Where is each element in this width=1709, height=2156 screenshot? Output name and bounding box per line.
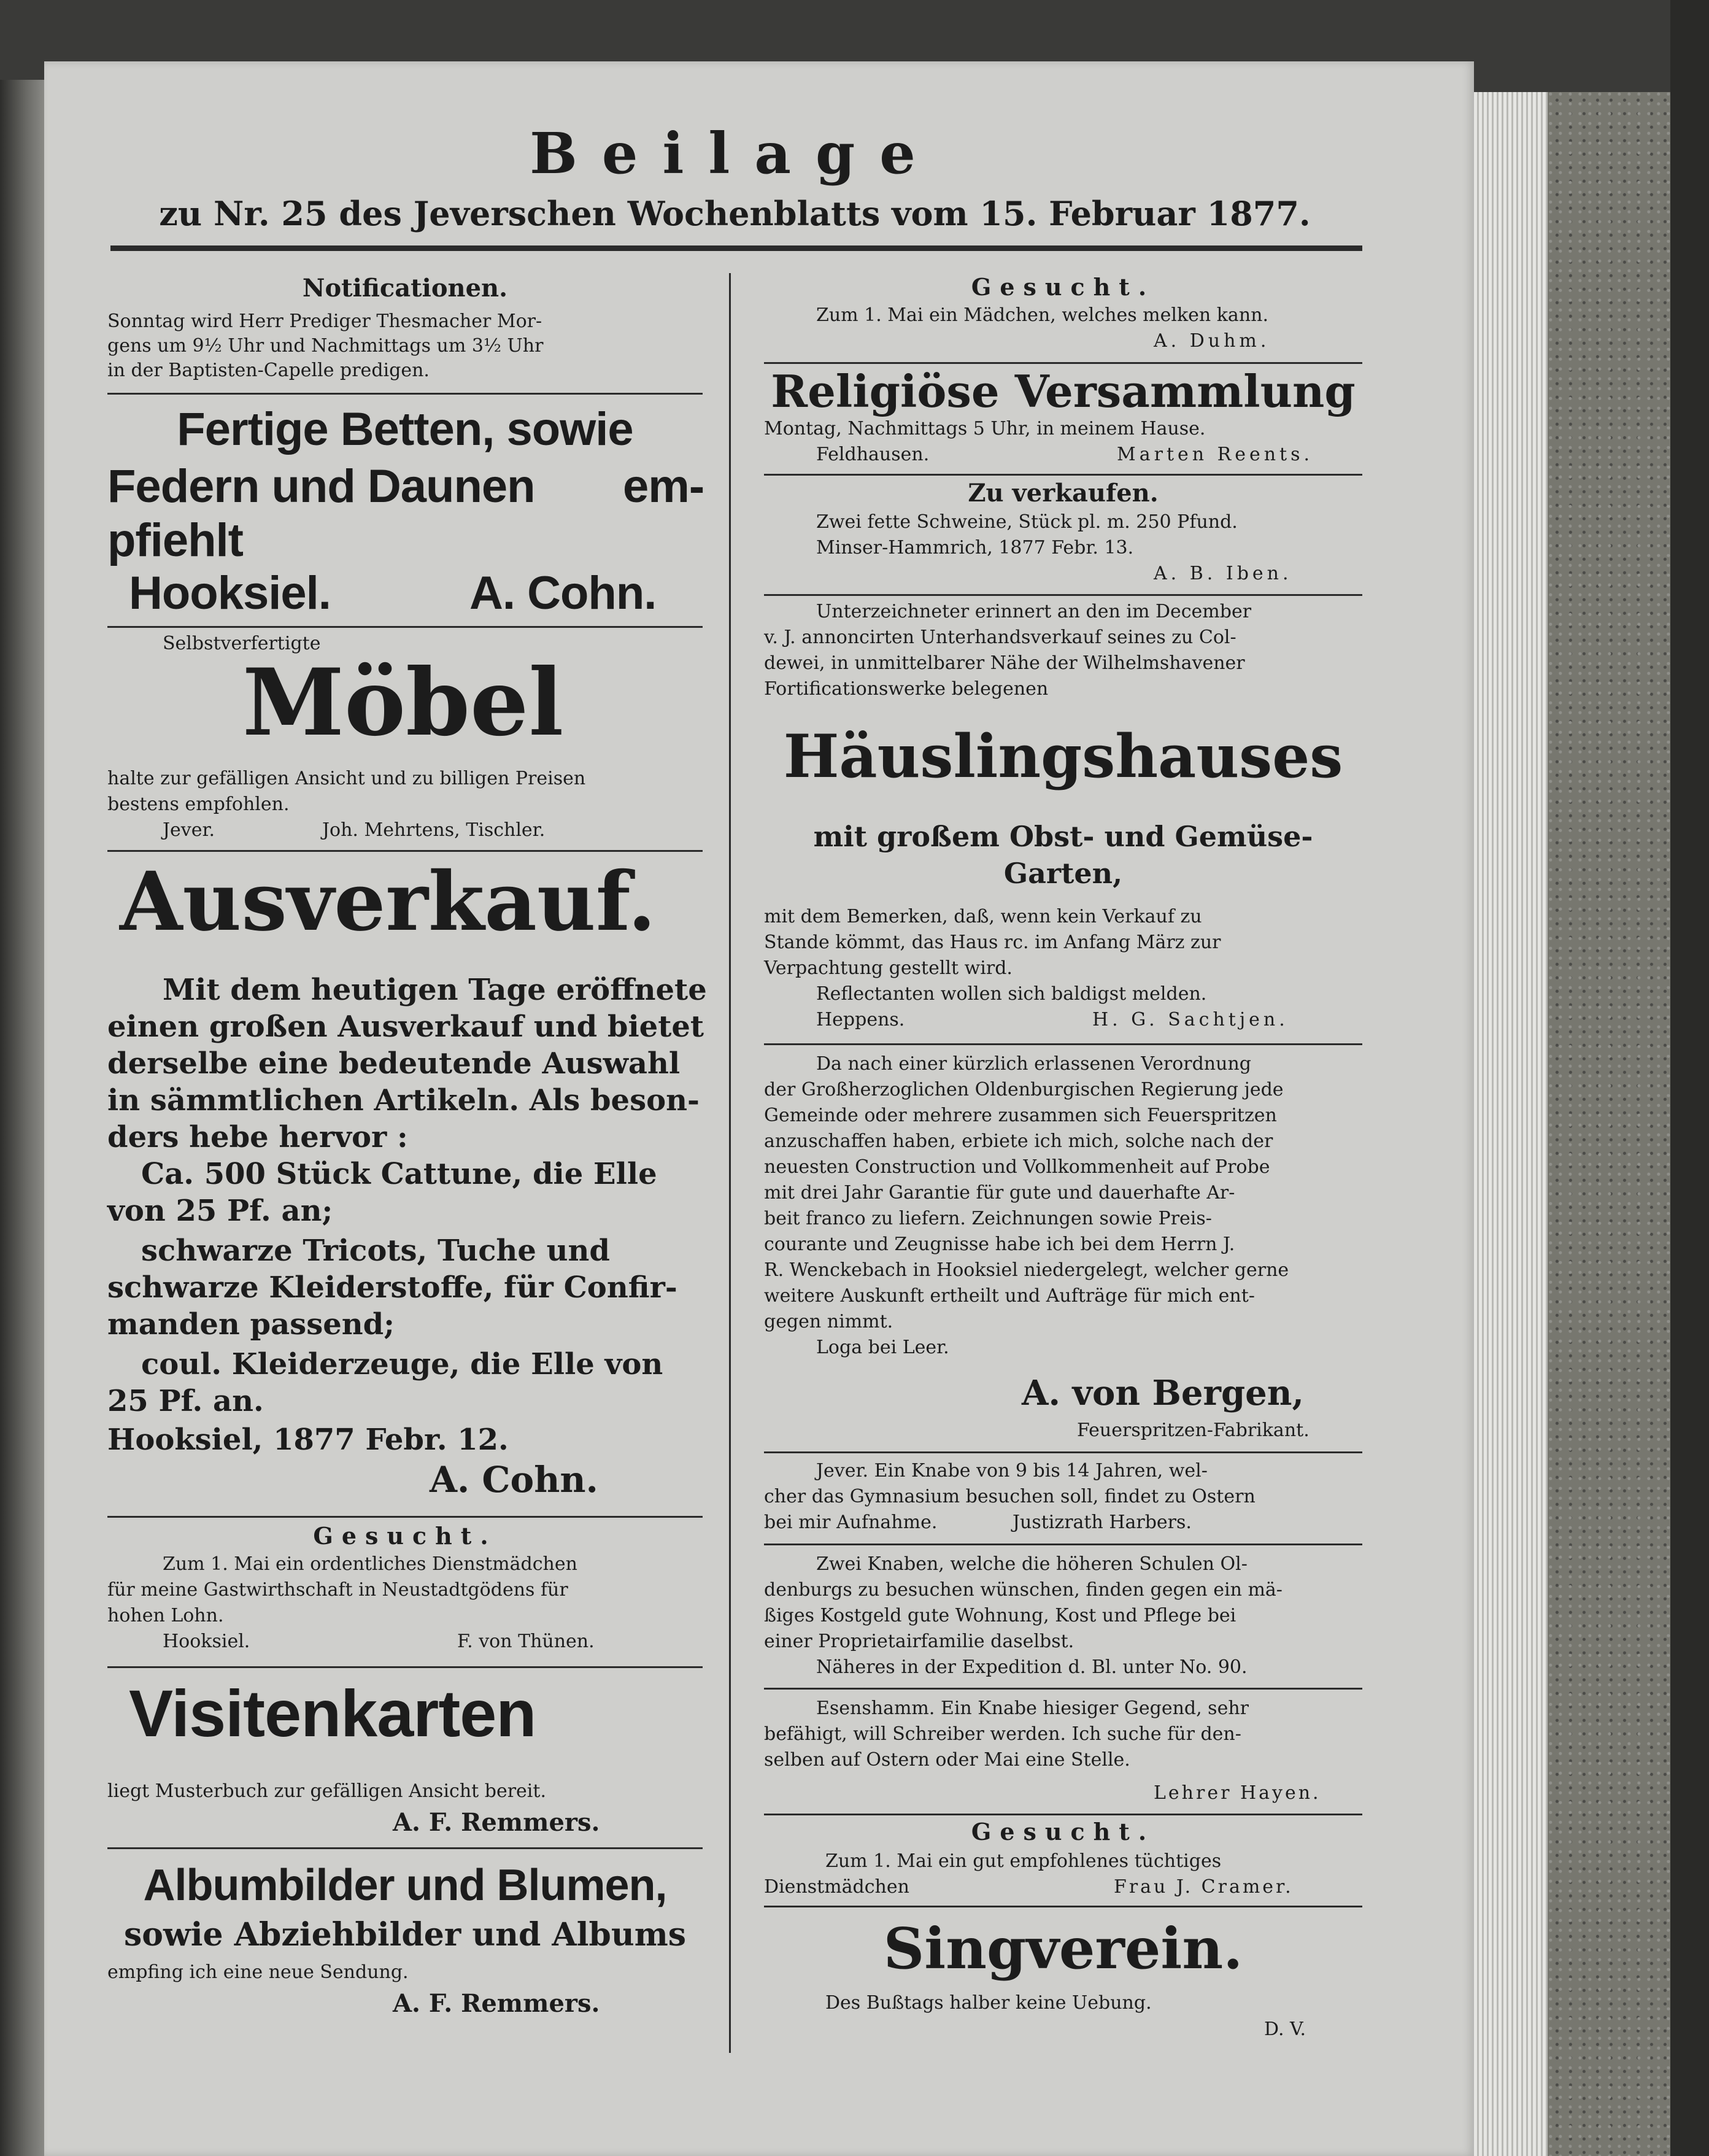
- gesucht-name: F. von Thünen.: [457, 1631, 595, 1652]
- gesucht2-heading: Gesucht.: [971, 1818, 1155, 1845]
- esens-line: Esenshamm. Ein Knabe hiesiger Gegend, sehr: [816, 1698, 1249, 1719]
- sing-name: D. V.: [1264, 2019, 1306, 2040]
- gesucht-place: Hooksiel.: [163, 1631, 250, 1652]
- gesucht-line: für meine Gastwirthschaft in Neustadtgödens für: [107, 1579, 568, 1601]
- notif-heading: Notificationen.: [302, 274, 508, 303]
- section-rule: [764, 1814, 1362, 1815]
- album-line: empfing ich eine neue Sendung.: [107, 1961, 409, 1983]
- section-rule: [107, 393, 703, 395]
- section-rule: [764, 474, 1362, 476]
- betten-line: em-: [623, 460, 704, 512]
- haeusling-title: Häuslingshauses: [783, 722, 1343, 791]
- ausverkauf-line: derselbe eine bedeutende Auswahl: [107, 1046, 681, 1081]
- esens-line: befähigt, will Schreiber werden. Ich suche für den-: [764, 1723, 1241, 1745]
- verkauf-line: Zwei fette Schweine, Stück pl. m. 250 Pfund.: [816, 511, 1238, 533]
- spritzen-line: anzuschaffen haben, erbiete ich mich, solche nach der: [764, 1130, 1273, 1152]
- header-rule: [110, 245, 1362, 251]
- haeusling-sub: Garten,: [1003, 857, 1123, 890]
- spritzen-line: R. Wenckebach in Hooksiel niedergelegt, welcher gerne: [764, 1259, 1289, 1281]
- gesucht2-line: Zum 1. Mai ein gut empfohlenes tüchtiges: [825, 1850, 1222, 1872]
- ausverkauf-line: schwarze Kleiderstoffe, für Confir-: [107, 1270, 677, 1305]
- section-rule: [764, 594, 1362, 596]
- gesucht1-line: Zum 1. Mai ein Mädchen, welches melken kann.: [816, 304, 1268, 326]
- betten-line: pfiehlt: [107, 514, 243, 566]
- section-rule: [764, 1043, 1362, 1045]
- verkauf-heading: Zu verkaufen.: [968, 479, 1159, 508]
- relig-name: Marten Reents.: [1117, 444, 1314, 465]
- book-left-edge: [0, 80, 44, 2156]
- section-rule: [107, 850, 703, 852]
- gesucht-heading: Gesucht.: [313, 1522, 497, 1550]
- spritzen-line: der Großherzoglichen Oldenburgischen Regierung jede: [764, 1079, 1284, 1100]
- haeusling-line: Reflectanten wollen sich baldigst melden.: [816, 983, 1207, 1005]
- gesucht-line: hohen Lohn.: [107, 1605, 224, 1626]
- moebel-title: Möbel: [242, 649, 564, 757]
- relig-title: Religiöse Versammlung: [771, 365, 1356, 417]
- knabe-name: Justizrath Harbers.: [1013, 1512, 1192, 1533]
- spritzen-line: courante und Zeugnisse habe ich bei dem Herrn J.: [764, 1234, 1235, 1255]
- ausverkauf-line: in sämmtlichen Artikeln. Als beson-: [107, 1083, 700, 1118]
- haeusling-line: Unterzeichneter erinnert an den im December: [816, 601, 1252, 622]
- haeusling-line: Verpachtung gestellt wird.: [764, 957, 1013, 979]
- relig-place: Feldhausen.: [816, 444, 930, 465]
- spritzen-title: Feuerspritzen-Fabrikant.: [1077, 1420, 1310, 1441]
- spritzen-line: Da nach einer kürzlich erlassenen Verordnung: [816, 1053, 1251, 1075]
- ausverkauf-line: einen großen Ausverkauf und bietet: [107, 1010, 704, 1044]
- sing-line: Des Bußtags halber keine Uebung.: [825, 1992, 1152, 2014]
- visiten-line: liegt Musterbuch zur gefälligen Ansicht bereit.: [107, 1780, 546, 1802]
- verkauf-name: A. B. Iben.: [1154, 563, 1292, 584]
- spritzen-line: neuesten Construction und Vollkommenheit auf Probe: [764, 1156, 1270, 1178]
- ausverkauf-line: Ca. 500 Stück Cattune, die Elle: [141, 1157, 657, 1191]
- spritzen-line: beit franco zu liefern. Zeichnungen sowie Preis-: [764, 1208, 1212, 1229]
- section-rule: [107, 626, 703, 628]
- knabe-line: Jever. Ein Knabe von 9 bis 14 Jahren, wel-: [816, 1460, 1208, 1482]
- notif-line: gens um 9½ Uhr und Nachmittags um 3½ Uhr: [107, 335, 544, 357]
- visiten-title: Visitenkarten: [129, 1676, 536, 1750]
- section-rule: [764, 362, 1362, 364]
- haeusling-line: Fortificationswerke belegenen: [764, 678, 1049, 700]
- zweiknaben-line: denburgs zu besuchen wünschen, finden gegen ein mä-: [764, 1579, 1283, 1601]
- relig-line: Montag, Nachmittags 5 Uhr, in meinem Hause.: [764, 418, 1206, 439]
- betten-line: Fertige Betten, sowie: [177, 403, 633, 455]
- page-stack-edge: [1474, 92, 1548, 2156]
- sing-title: Singverein.: [883, 1915, 1243, 1982]
- visiten-name: A. F. Remmers.: [393, 1808, 600, 1837]
- album-line: Albumbilder und Blumen,: [143, 1861, 667, 1910]
- ausverkauf-line: Mit dem heutigen Tage eröffnete: [163, 973, 707, 1007]
- column-divider: [729, 273, 731, 2053]
- spritzen-line: Gemeinde oder mehrere zusammen sich Feuerspritzen: [764, 1105, 1277, 1126]
- spritzen-name: A. von Bergen,: [1022, 1373, 1305, 1413]
- haeusling-line: v. J. annoncirten Unterhandsverkauf seines zu Col-: [764, 627, 1236, 648]
- section-rule: [764, 1451, 1362, 1453]
- haeusling-name: H. G. Sachtjen.: [1092, 1009, 1289, 1030]
- notif-line: Sonntag wird Herr Prediger Thesmacher Mor-: [107, 311, 542, 332]
- moebel-line: halte zur gefälligen Ansicht und zu billigen Preisen: [107, 768, 586, 789]
- haeusling-place: Heppens.: [816, 1009, 905, 1030]
- verkauf-line: Minser-Hammrich, 1877 Febr. 13.: [816, 537, 1134, 558]
- notif-line: in der Baptisten-Capelle predigen.: [107, 360, 430, 381]
- ausverkauf-line: von 25 Pf. an;: [107, 1194, 333, 1228]
- section-rule: [107, 1516, 703, 1518]
- spritzen-line: weitere Auskunft ertheilt und Aufträge für mich ent-: [764, 1285, 1255, 1307]
- gesucht1-name: A. Duhm.: [1154, 330, 1270, 352]
- book-cover-board: [1548, 92, 1670, 2156]
- moebel-line: bestens empfohlen.: [107, 794, 290, 815]
- zweiknaben-line: Näheres in der Expedition d. Bl. unter No. 90.: [816, 1656, 1248, 1678]
- page-title: Beilage: [530, 120, 940, 187]
- section-rule: [764, 1906, 1362, 1907]
- ausverkauf-line: 25 Pf. an.: [107, 1384, 264, 1418]
- album-name: A. F. Remmers.: [393, 1989, 600, 2018]
- spritzen-line: gegen nimmt.: [764, 1311, 893, 1332]
- book-spine-shadow: [1670, 0, 1709, 2156]
- spritzen-line: mit drei Jahr Garantie für gute und dauerhafte Ar-: [764, 1182, 1235, 1204]
- knabe-line: bei mir Aufnahme.: [764, 1512, 938, 1533]
- section-rule: [764, 1688, 1362, 1690]
- haeusling-line: Stande kömmt, das Haus rc. im Anfang März zur: [764, 932, 1221, 953]
- ausverkauf-name: A. Cohn.: [430, 1459, 598, 1501]
- esens-name: Lehrer Hayen.: [1154, 1782, 1321, 1804]
- ausverkauf-line: coul. Kleiderzeuge, die Elle von: [141, 1347, 663, 1381]
- section-rule: [107, 1666, 703, 1668]
- moebel-name: Joh. Mehrtens, Tischler.: [322, 819, 546, 841]
- zweiknaben-line: einer Proprietairfamilie daselbst.: [764, 1631, 1074, 1652]
- section-rule: [107, 1847, 703, 1849]
- zweiknaben-line: Zwei Knaben, welche die höheren Schulen Ol-: [816, 1553, 1248, 1575]
- moebel-place: Jever.: [163, 819, 215, 841]
- moebel-intro: Selbstverfertigte: [163, 633, 321, 654]
- spritzen-line: Loga bei Leer.: [816, 1337, 949, 1358]
- haeusling-line: dewei, in unmittelbarer Nähe der Wilhelmshavener: [764, 652, 1245, 674]
- esens-line: selben auf Ostern oder Mai eine Stelle.: [764, 1749, 1130, 1771]
- gesucht2-name: Frau J. Cramer.: [1114, 1876, 1294, 1898]
- gesucht-line: Zum 1. Mai ein ordentliches Dienstmädchen: [163, 1553, 577, 1575]
- haeusling-sub: mit großem Obst- und Gemüse-: [813, 820, 1313, 853]
- betten-place: Hooksiel.: [129, 567, 331, 619]
- zweiknaben-line: ßiges Kostgeld gute Wohnung, Kost und Pflege bei: [764, 1605, 1236, 1626]
- ausverkauf-line: Hooksiel, 1877 Febr. 12.: [107, 1423, 509, 1457]
- ausverkauf-line: manden passend;: [107, 1307, 395, 1342]
- ausverkauf-line: schwarze Tricots, Tuche und: [141, 1234, 610, 1268]
- ausverkauf-line: ders hebe hervor :: [107, 1120, 408, 1154]
- betten-name: A. Cohn.: [469, 567, 657, 619]
- section-rule: [764, 1544, 1362, 1545]
- knabe-line: cher das Gymnasium besuchen soll, findet zu Ostern: [764, 1486, 1256, 1507]
- betten-line: Federn und Daunen: [107, 460, 535, 512]
- haeusling-line: mit dem Bemerken, daß, wenn kein Verkauf zu: [764, 906, 1202, 927]
- album-line: sowie Abziehbilder und Albums: [124, 1916, 686, 1953]
- gesucht1-heading: Gesucht.: [971, 273, 1155, 301]
- gesucht2-line: Dienstmädchen: [764, 1876, 909, 1898]
- page-subtitle: zu Nr. 25 des Jeverschen Wochenblatts vom 15. Februar 1877.: [159, 194, 1311, 233]
- ausverkauf-title: Ausverkauf.: [120, 854, 656, 949]
